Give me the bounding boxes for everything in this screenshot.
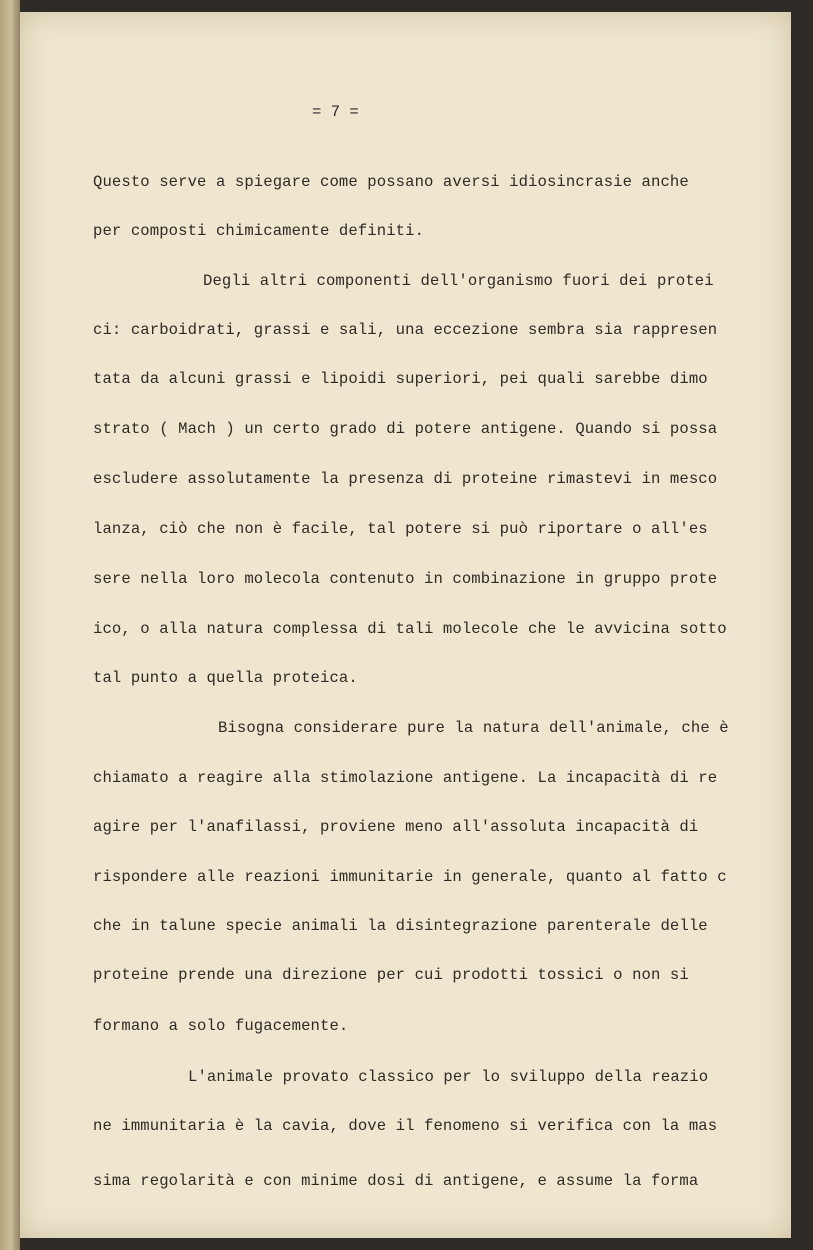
text-line: lanza, ciò che non è facile, tal potere si può riportare o all'es: [93, 520, 708, 538]
binding-edge: [0, 0, 20, 1250]
page-number: = 7 =: [312, 103, 359, 121]
text-line: rispondere alle reazioni immunitarie in generale, quanto al fatto c: [93, 868, 727, 886]
text-line: ne immunitaria è la cavia, dove il fenomeno si verifica con la mas: [93, 1117, 718, 1135]
text-line: formano a solo fugacemente.: [93, 1017, 349, 1035]
scan-background: [791, 0, 813, 1250]
text-line: L'animale provato classico per lo sviluppo della reazio: [188, 1068, 709, 1086]
text-line: ci: carboidrati, grassi e sali, una eccezione sembra sia rappresen: [93, 321, 718, 339]
text-line: agire per l'anafilassi, proviene meno all'assoluta incapacità di: [93, 818, 699, 836]
text-line: escludere assolutamente la presenza di proteine rimastevi in mesco: [93, 470, 718, 488]
text-line: Questo serve a spiegare come possano aversi idiosincrasie anche: [93, 173, 689, 191]
text-line: sere nella loro molecola contenuto in combinazione in gruppo prote: [93, 570, 718, 588]
text-line: proteine prende una direzione per cui prodotti tossici o non si: [93, 966, 689, 984]
text-line: Bisogna considerare pure la natura dell'animale, che è: [218, 719, 729, 737]
text-line: chiamato a reagire alla stimolazione antigene. La incapacità di re: [93, 769, 718, 787]
text-line: tal punto a quella proteica.: [93, 669, 358, 687]
text-line: per composti chimicamente definiti.: [93, 222, 425, 240]
text-line: sima regolarità e con minime dosi di antigene, e assume la forma: [93, 1172, 699, 1190]
text-line: che in talune specie animali la disintegrazione parenterale delle: [93, 917, 708, 935]
text-line: strato ( Mach ) un certo grado di potere antigene. Quando si possa: [93, 420, 718, 438]
text-line: ico, o alla natura complessa di tali molecole che le avvicina sotto: [93, 620, 727, 638]
text-line: Degli altri componenti dell'organismo fuori dei protei: [203, 272, 714, 290]
text-line: tata da alcuni grassi e lipoidi superiori, pei quali sarebbe dimo: [93, 370, 708, 388]
